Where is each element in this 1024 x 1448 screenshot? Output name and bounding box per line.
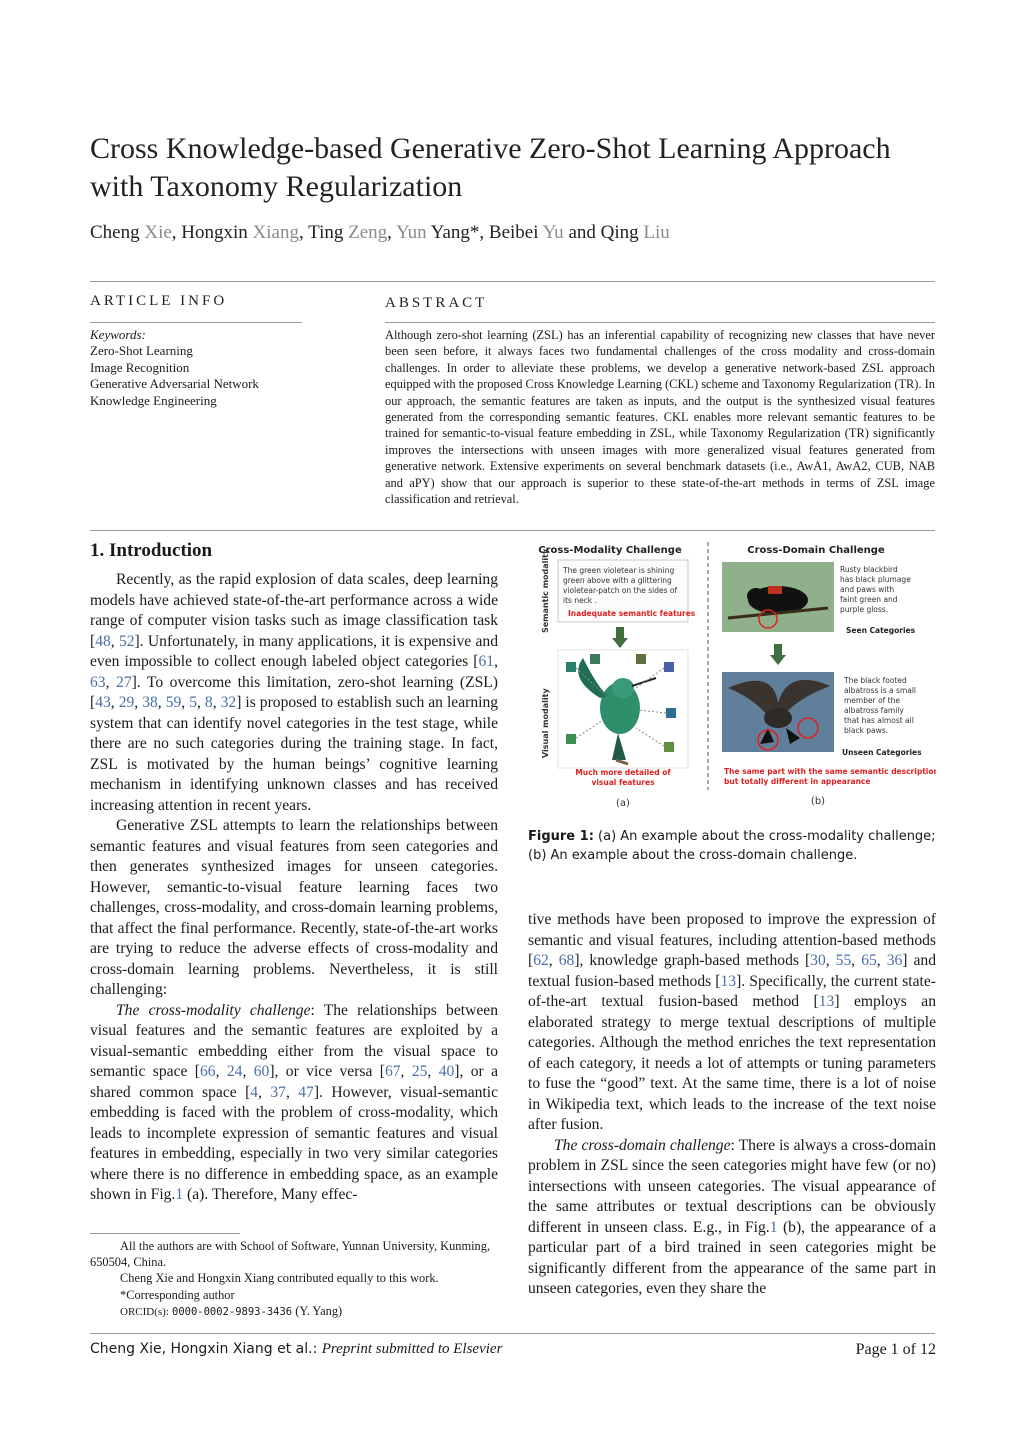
citation-link[interactable]: 24 [226, 1063, 243, 1080]
visual-red-label: visual features [591, 778, 655, 787]
down-arrow-icon [612, 638, 628, 648]
author-last-name: Yang* [430, 222, 480, 243]
citation-link[interactable]: 36 [886, 952, 903, 969]
unseen-text-line: member of the [844, 696, 900, 705]
citation-link[interactable]: 66 [199, 1063, 216, 1080]
italic-term: The cross-modality challenge [116, 1001, 311, 1019]
figure-left-title: Cross-Modality Challenge [538, 545, 682, 556]
paragraph: Recently, as the rapid explosion of data scales, deep learning models have achieved state-of-the-art performance across a wide range of computer vision tasks such as image classification task [48, 52]. Unfortunately, in many applications, it is expensive and even impossible to collect enough labeled object categories [61, 63, 27]. To overcome this limitation, zero-shot learning (ZSL) [43, 29, 38, 59, 5, 8, 32] is proposed to establish such an learning system that can identify novel categories in the test stage, while there are no such categories during the training stage. In fact, ZSL is motivated by the human beings’ cognitive learning mechanism in identifying unknown classes and has received increasing attention in recent years. [90, 571, 499, 814]
keywords-block [90, 327, 305, 409]
author-first-name: Hongxin [181, 222, 253, 243]
author-separator: , [387, 222, 396, 243]
footnote-equal-contribution: Cheng Xie and Hongxin Xiang contributed equally to this work. [120, 1271, 439, 1286]
citation-link[interactable]: 63 [90, 673, 106, 691]
right-column [528, 910, 936, 1300]
citation-link[interactable]: 13 [720, 972, 737, 990]
semantic-line: The green violetear is shining [563, 566, 675, 575]
author-first-name: Cheng [90, 222, 145, 243]
citation-link[interactable]: 43 [95, 694, 111, 711]
page-number: Page 1 of 12 [855, 1341, 936, 1358]
citation-link[interactable]: 37 [270, 1083, 286, 1101]
article-info-heading: ARTICLE INFO [90, 293, 228, 309]
footnotes [90, 1238, 498, 1320]
author-separator: , [298, 222, 309, 243]
citation-link[interactable]: 65 [861, 952, 877, 969]
figure-caption [528, 827, 936, 865]
article-info-rule [90, 322, 302, 323]
orcid-id[interactable]: 0000-0002-9893-3436 [172, 1305, 293, 1318]
unseen-text-line: albatross is a small [844, 686, 917, 695]
unseen-text-line: that has almost all [844, 716, 914, 725]
caption-text: (a) An example about the cross-modality challenge; (b) An example about the cross-domain challenge. [528, 829, 936, 863]
running-footer [90, 1341, 502, 1358]
footnote-rule [90, 1233, 240, 1234]
author-last-name: Zeng [348, 222, 388, 243]
section-heading-introduction: 1. Introduction [90, 540, 213, 561]
author-first-name: Ting [308, 222, 349, 243]
citation-link[interactable]: 48 [95, 632, 111, 650]
author-last-name: Xie [144, 222, 172, 243]
footer-colon: : [312, 1341, 322, 1357]
author-first-name: Qing [600, 222, 644, 243]
seen-categories-label: Seen Categories [846, 626, 916, 635]
left-column [90, 570, 498, 1206]
italic-term: The cross-domain challenge [554, 1136, 731, 1154]
author-last-name: Yu [542, 222, 564, 243]
semantic-red-label: Inadequate semantic features [568, 609, 696, 618]
keyword: Generative Adversarial Network [90, 376, 259, 392]
citation-link[interactable]: 30 [810, 952, 826, 969]
citation-link[interactable]: 61 [478, 653, 495, 670]
footer-venue: Preprint submitted to Elsevier [321, 1341, 503, 1357]
arrow-shaft [616, 627, 624, 639]
semantic-line: green above with a glittering [563, 576, 672, 585]
footer-authors: Cheng Xie, Hongxin Xiang et al. [90, 1341, 313, 1357]
citation-link[interactable]: 55 [835, 952, 852, 969]
citation-link[interactable]: 13 [818, 993, 835, 1010]
semantic-line: its neck . [563, 596, 597, 605]
paper-title: Cross Knowledge-based Generative Zero-Shot Learning Approach with Taxonomy Regularization [90, 132, 891, 203]
seen-text-line: and paws with [840, 585, 895, 594]
unseen-text-line: black paws. [844, 726, 889, 735]
abstract-text: Although zero-shot learning (ZSL) has an inferential capability of recognizing new classes that have never been seen before, it always faces two fundamental challenges of the cross modality and cross-domain challenges. In order to alleviate these problems, we develop a generative network-based ZSL approach equipped with the proposed Cross Knowledge Learning (CKL) scheme and Taxonomy Regularization (TR). In our approach, the semantic features are taken as inputs, and the output is the synthesized visual features generated from the corresponding semantic features. CKL enables more relevant semantic features to be trained for semantic-to-visual feature embedding in ZSL, while Taxonomy Regularization (TR) significantly improves the intersections with unseen images with more generalized visual features generated from generative network. Extensive experiments on several benchmark datasets (i.e., AwA1, AwA2, CUB, NAB and aPY) show that our approach is superior to these state-of-the-art methods in terms of ZSL image classification and retrieval. [385, 328, 935, 507]
author-last-name: Xiang [252, 222, 299, 243]
citation-link[interactable]: 1 [175, 1186, 184, 1203]
unseen-text-line: albatross family [844, 706, 904, 715]
citation-link[interactable]: 1 [769, 1218, 778, 1236]
cross-domain-red-label: but totally different in appearance [724, 777, 871, 786]
citation-link[interactable]: 5 [189, 694, 197, 711]
paragraph: The cross-modality challenge: The relationships between visual features and the semantic features are exploited by a visual-semantic embedding either from the visual space to semantic space [66, 24, 60], or vice versa [67, 25, 40], or a shared common space [4, 37, 47]. However, visual-semantic embedding is faced with the problem of cross-modality, which leads to incomplete expression of semantic features and visual features in embedding, especially in two very similar categories where there is no difference in embedding space, as an example shown in Fig.1 (a). Therefore, Many effec- [90, 1001, 499, 1203]
subfigure-label-a: (a) [616, 798, 630, 809]
author-separator: , [171, 222, 182, 243]
unseen-categories-label: Unseen Categories [842, 748, 922, 757]
keyword: Knowledge Engineering [90, 392, 217, 408]
citation-link[interactable]: 47 [298, 1083, 314, 1101]
citation-link[interactable]: 29 [118, 694, 135, 711]
abstract-heading: ABSTRACT [385, 295, 488, 311]
citation-link[interactable]: 67 [384, 1063, 401, 1080]
footnote-corresponding: *Corresponding author [120, 1287, 235, 1302]
citation-link[interactable]: 52 [118, 632, 135, 650]
arrow-shaft [774, 644, 782, 656]
orcid-name: (Y. Yang) [295, 1303, 343, 1318]
citation-link[interactable]: 68 [558, 952, 575, 969]
figure-1-graphic [528, 538, 936, 816]
figure-visual-label: Visual modality [541, 688, 550, 758]
footer-rule [90, 1333, 935, 1334]
citation-link[interactable]: 40 [438, 1063, 455, 1080]
citation-link[interactable]: 25 [411, 1063, 428, 1080]
orcid-label: ORCID(s): [120, 1305, 169, 1318]
citation-link[interactable]: 8 [204, 694, 213, 711]
paragraph: Generative ZSL attempts to learn the relationships between semantic features and visual features from seen categories and then generates synthesized images for unseen categories. However, semantic-to-visual feature learning faces two challenges, cross-modality, and cross-domain learning problems, that affect the final performance. Recently, state-of-the-art works are trying to reduce the adverse effects of cross-modality and cross-domain learning problems. Nevertheless, it is still challenging: [90, 817, 498, 998]
citation-link[interactable]: 4 [250, 1083, 259, 1101]
subfigure-label-b: (b) [810, 796, 826, 807]
author-first-name: Yun [395, 222, 431, 243]
seen-text-line: faint green and [840, 595, 898, 604]
citation-link[interactable]: 38 [142, 694, 158, 711]
paragraph: The cross-domain challenge: There is always a cross-domain problem in ZSL since the seen categories might have few (or no) intersections with unseen categories. The visual appearance of the same attributes or textual descriptions can be obviously different in unseen class. E.g., in Fig.1 (b), the appearance of a particular part of a bird trained in seen categories might be significantly different from the appearance of the same part in unseen categories, even they share the [528, 1136, 937, 1297]
cross-domain-red-label: The same part with the same semantic description, [724, 767, 936, 776]
author-last-name: Liu [643, 222, 670, 243]
visual-red-label: Much more detailed of [575, 768, 671, 777]
seen-text-line: purple gloss. [840, 605, 889, 614]
caption-label: Figure 1: [528, 829, 594, 844]
author-first-name: Beibei [488, 222, 543, 243]
footnote-orcid [90, 1303, 498, 1320]
citation-link[interactable]: 27 [116, 673, 132, 691]
citation-link[interactable]: 60 [253, 1063, 270, 1080]
author-separator: and [563, 222, 601, 243]
figure-semantic-label: Semantic modality [541, 548, 550, 633]
keyword: Image Recognition [90, 359, 190, 375]
abstract-rule [385, 322, 935, 323]
citation-link[interactable]: 32 [220, 694, 237, 711]
abstract-bottom-divider [90, 530, 935, 531]
top-divider [90, 281, 935, 282]
seen-text-line: Rusty blackbird [840, 565, 898, 574]
author-list [90, 222, 950, 244]
author-separator: , [479, 222, 489, 243]
down-arrow-icon [770, 655, 786, 665]
semantic-line: violetear-patch on the sides of [563, 586, 678, 595]
citation-link[interactable]: 59 [165, 694, 182, 711]
seen-text-line: has black plumage [840, 575, 911, 584]
unseen-text-line: The black footed [844, 676, 907, 685]
keyword: Zero-Shot Learning [90, 343, 193, 359]
citation-link[interactable]: 62 [533, 952, 549, 969]
figure-right-title: Cross-Domain Challenge [747, 545, 885, 556]
paragraph: tive methods have been proposed to improve the expression of semantic and visual features, including attention-based methods [62, 68], knowledge graph-based methods [30, 55, 65, 36] and textual fusion-based methods [13]. Specifically, the current state-of-the-art textual fusion-based method [13] employs an elaborated strategy to merge textual descriptions of multiple categories. Although the method enriches the text representation of each category, it needs a lot of attempts or tuning parameters to fuse the “good” text. At the same time, there is a lot of noise in Wikipedia text, which leads to the increase of the text noise after fusion. [528, 911, 937, 1133]
footnote-affiliation: All the authors are with School of Software, Yunnan University, Kunming, 650504, China. [90, 1239, 491, 1270]
keywords-label: Keywords: [90, 327, 146, 342]
figure-1 [528, 538, 936, 816]
